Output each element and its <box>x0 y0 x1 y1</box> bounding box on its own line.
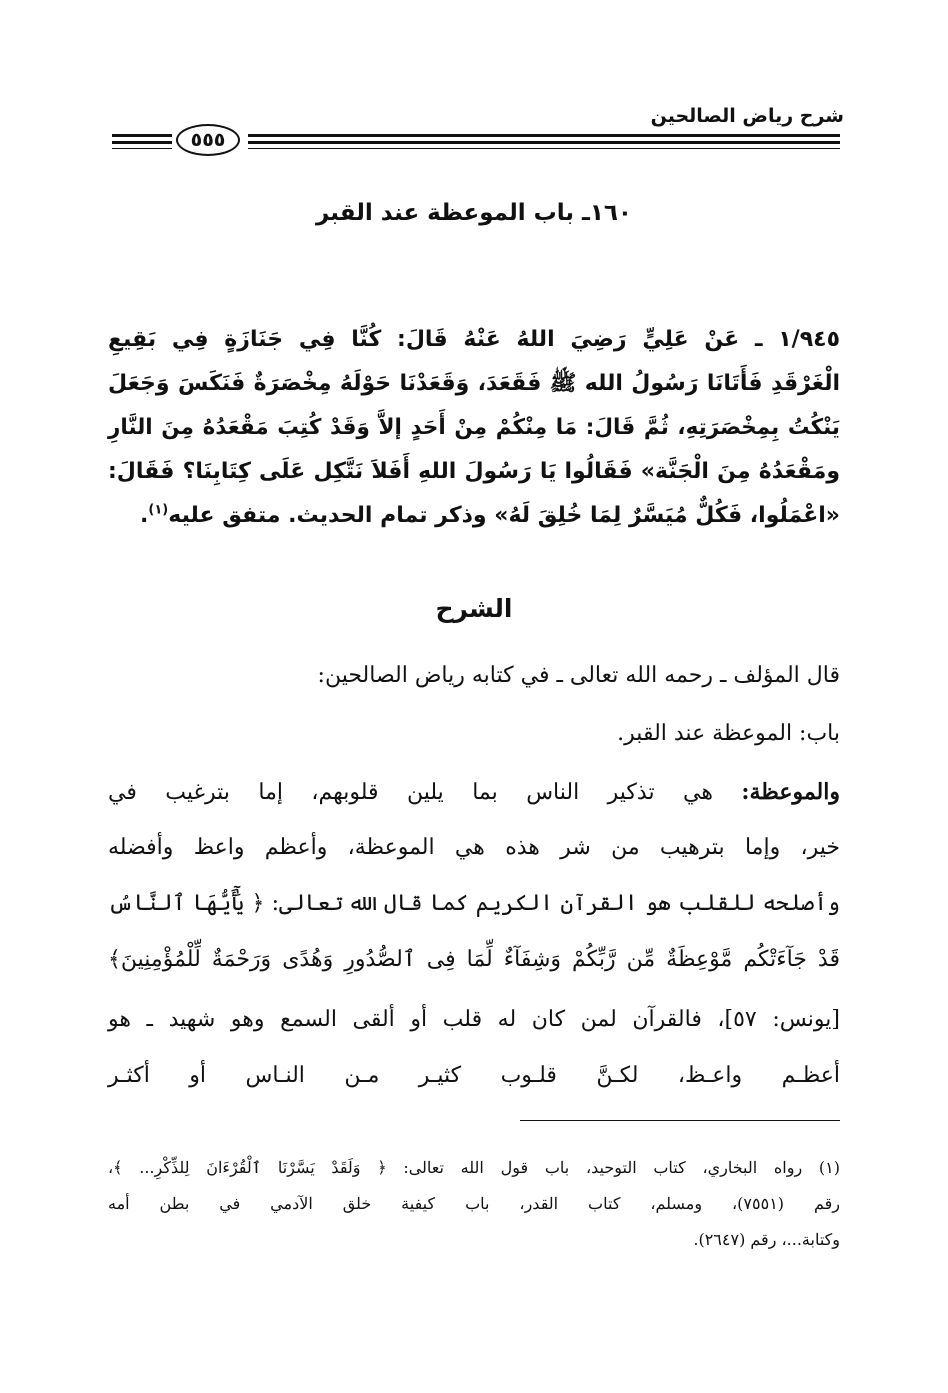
body-line <box>108 884 840 924</box>
footnote-line: وكتابة...، رقم (٢٦٤٧). <box>693 1230 840 1249</box>
page-number-badge <box>176 124 240 156</box>
hadith-line-last <box>108 494 840 538</box>
hadith-line: يَنْكُتُ بِمِخْصَرَتِهِ، ثُمَّ قَالَ: مَا مِنْكُمْ مِنْ أَحَدٍ إلاَّ وَقَدْ كُتِبَ مَقْعَدُهُ مِنَ النَّارِ <box>108 415 840 440</box>
header-rule <box>248 134 840 137</box>
body-line: خير، وإما بترهيب من شر هذه هي الموعظة، وأعظم واعظ وأفضله <box>108 835 840 860</box>
hadith-line-text: «اعْمَلُوا، فَكُلٌّ مُيَسَّرٌ لِمَا خُلِقَ لَهُ» وذكر تمام الحديث. متفق عليه <box>168 503 840 528</box>
footnote-separator <box>520 1120 840 1121</box>
body-line: باب: الموعظة عند القبر. <box>617 721 840 746</box>
body-line: قال المؤلف ـ رحمه الله تعالى ـ في كتابه رياض الصالحين: <box>317 663 840 688</box>
running-title: شرح رياض الصالحين <box>650 105 844 127</box>
header-rule <box>248 141 840 144</box>
sharh-title: الشرح <box>435 594 513 623</box>
body-text: هي تذكير الناس بما يلين قلوبهم، إما بترغيب في <box>108 780 742 805</box>
header-rule <box>112 141 172 144</box>
hadith-line: ومَقْعَدُهُ مِنَ الْجَنَّة» فَقَالُوا يَا رَسُولَ اللهِ أَفَلاَ نَتَّكِل عَلَى كِتَابِنَا؟ فَقَالَ: <box>108 459 840 484</box>
body-text: وأصلحه للقلب هو القرآن الكريم كما قال الله تعالى: <box>264 891 840 916</box>
header-rule <box>112 148 172 149</box>
footnote-line: (١) رواه البخاري، كتاب التوحيد، باب قول الله تعالى: ﴿ وَلَقَدْ يَسَّرْنَا ٱلْقُرْءَانَ لِلذِّكْرِ... ﴾، <box>108 1158 840 1177</box>
body-line: [يونس: ٥٧]، فالقرآن لمن كان له قلب أو ألقى السمع وهو شهيد ـ هو <box>108 1007 840 1032</box>
footnote-line: رقم (٧٥٥١)، ومسلم، كتاب القدر، باب كيفية خلق الآدمي في بطن أمه <box>108 1194 840 1213</box>
quran-verse-line: قَدْ جَآءَتْكُم مَّوْعِظَةٌ مِّن رَّبِّكُمْ وَشِفَآءٌ لِّمَا فِى ٱلصُّدُورِ وَهُدًى وَرَحْمَةٌ لِّلْمُؤْمِنِينَ﴾ <box>108 947 840 972</box>
header-rule <box>248 148 840 149</box>
body-line: أعظـم واعـظ، لكـنَّ قلـوب كثيـر مـن النـاس أو أكثـر <box>108 1063 840 1088</box>
hadith-end-mark: . <box>140 503 149 528</box>
header-rule <box>112 134 172 137</box>
term-label: والموعظة: <box>741 779 840 805</box>
hadith-line: ١/٩٤٥ ـ عَنْ عَلِيٍّ رَضِيَ اللهُ عَنْهُ قَالَ: كُنَّا فِي جَنَازَةٍ فِي بَقِيعِ <box>108 327 840 352</box>
body-line <box>108 772 840 812</box>
footnote-reference: (١) <box>148 502 169 518</box>
page-number: ٥٥٥ <box>190 129 226 151</box>
chapter-title: ١٦٠ـ باب الموعظة عند القبر <box>316 200 632 226</box>
hadith-text <box>108 318 840 538</box>
quran-verse: ﴿ يَٰٓأَيُّهَا ٱلنَّاسُ <box>108 891 265 916</box>
hadith-line: الْغَرْقَدِ فَأَتَانَا رَسُولُ الله ﷺ فَقَعَدَ، وَقَعَدْنَا حَوْلَهُ مِخْصَرَةٌ فَنَكَسَ وَجَعَلَ <box>108 371 840 396</box>
